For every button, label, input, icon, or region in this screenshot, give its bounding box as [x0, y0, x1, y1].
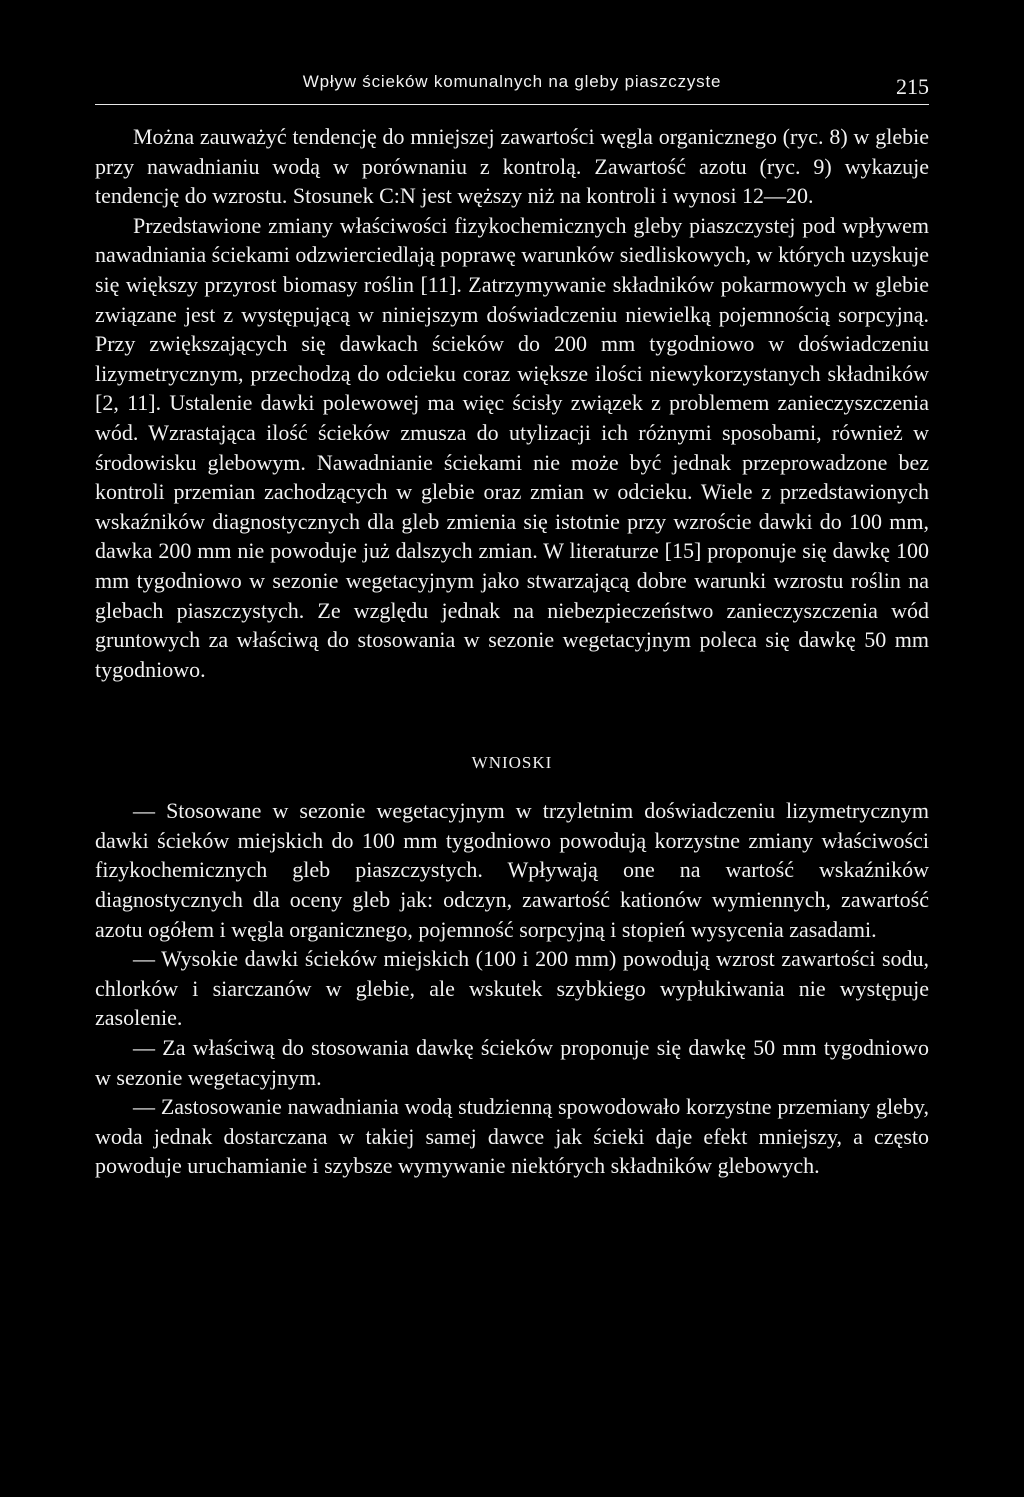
section-heading-conclusions: WNIOSKI [471, 753, 553, 773]
body-text [95, 122, 929, 1181]
conclusion-item: — Za właściwą do stosowania dawkę ścieków proponuje się dawkę 50 mm tygodniowo w sezonie wegetacyjnym. [95, 1035, 929, 1090]
paragraph: Przedstawione zmiany właściwości fizykochemicznych gleby piaszczystej pod wpływem nawadniania ściekami odzwierciedlają poprawę warunków siedliskowych, w których uzyskuje się większy przyrost biomasy roślin [11]. Zatrzymywanie składników pokarmowych w glebie związane jest z występującą w niniejszym doświadczeniu niewielką pojemnością sorpcyjną. Przy zwiększających się dawkach ścieków do 200 mm tygodniowo w doświadczeniu lizymetrycznym, przechodzą do odcieku coraz większe ilości niewykorzystanych składników [2, 11]. Ustalenie dawki polewowej ma więc ścisły związek z problemem zanieczyszczenia wód. Wzrastająca ilość ścieków zmusza do utylizacji ich różnymi sposobami, również w środowisku glebowym. Nawadnianie ściekami nie może być jednak przeprowadzone bez kontroli przemian zachodzących w glebie oraz zmian w odcieku. Wiele z przedstawionych wskaźników diagnostycznych dla gleb zmienia się istotnie przy wzroście dawki do 100 mm, dawka 200 mm nie powoduje już dalszych zmian. W literaturze [15] proponuje się dawkę 100 mm tygodniowo w sezonie wegetacyjnym jako stwarzającą dobre warunki wzrostu roślin na glebach piaszczystych. Ze względu jednak na niebezpieczeństwo zanieczyszczenia wód gruntowych za właściwą do stosowania w sezonie wegetacyjnym poleca się dawkę 50 mm tygodniowo. [95, 212, 929, 682]
conclusion-item: — Wysokie dawki ścieków miejskich (100 i 200 mm) powodują wzrost zawartości sodu, chlorków i siarczanów w glebie, ale wskutek szybkiego wypłukiwania nie występuje zasolenie. [95, 946, 929, 1031]
running-title: Wpływ ścieków komunalnych na gleby piaszczyste [302, 72, 722, 91]
conclusion-item: — Stosowane w sezonie wegetacyjnym w trzyletnim doświadczeniu lizymetrycznym dawki ścieków miejskich do 100 mm tygodniowo powodują korzystne zmiany właściwości fizykochemicznych gleb piaszczystych. Wpływają one na wartość wskaźników diagnostycznych dla oceny gleb jak: odczyn, zawartość kationów wymiennych, zawartość azotu ogółem i węgla organicznego, pojemność sorpcyjną i stopień wysycenia zasadami. [95, 798, 929, 942]
paragraph: Można zauważyć tendencję do mniejszej zawartości węgla organicznego (ryc. 8) w glebie przy nawadnianiu wodą w porównaniu z kontrolą. Zawartość azotu (ryc. 9) wykazuje tendencję do wzrostu. Stosunek C:N jest węższy niż na kontroli i wynosi 12—20. [95, 124, 929, 209]
page-number: 215 [896, 74, 929, 99]
conclusion-item: — Zastosowanie nawadniania wodą studzienną spowodowało korzystne przemiany gleby, woda jednak dostarczana w takiej samej dawce jak ścieki daje efekt mniejszy, a często powoduje uruchamianie i szybsze wymywanie niektórych składników glebowych. [95, 1094, 929, 1179]
page-header [95, 68, 929, 105]
